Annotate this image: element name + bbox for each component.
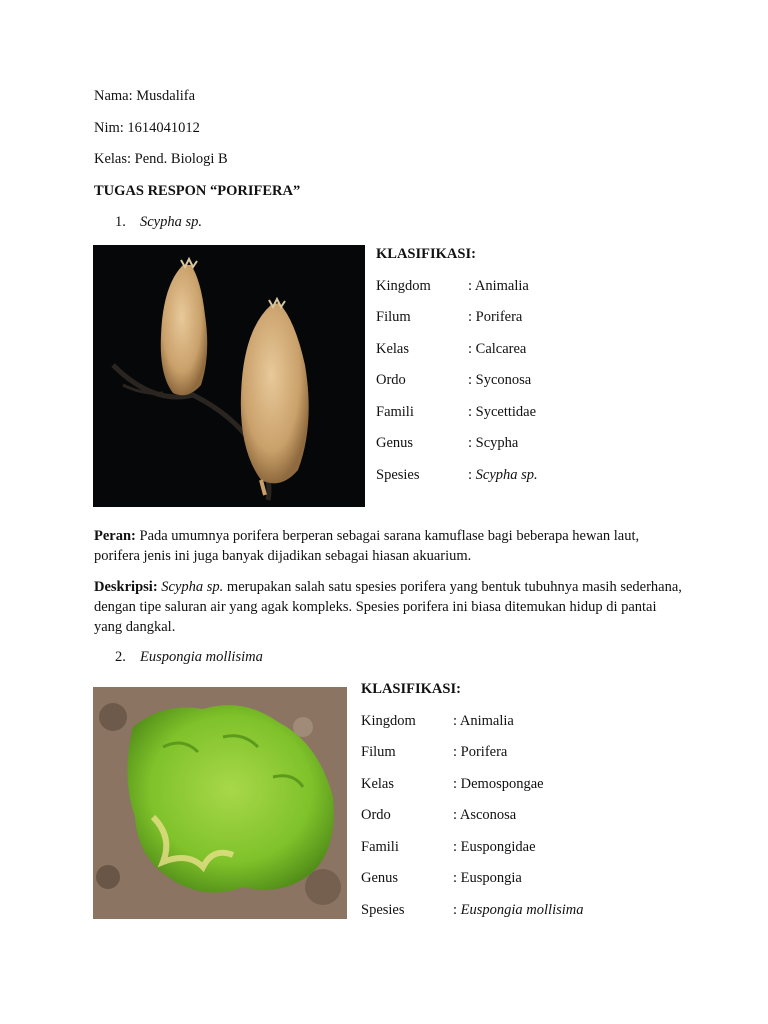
item-1-peran [94, 526, 686, 566]
item-1-species-name: Scypha sp. [140, 214, 203, 230]
row-spesies [376, 466, 538, 484]
student-name: Nama: Musdalifa [94, 88, 196, 104]
row-value: : Porifera [453, 744, 508, 760]
row-filum [376, 308, 523, 326]
row-value: : Demospongae [453, 775, 544, 792]
row-key: Kingdom [376, 277, 431, 294]
row-genus [361, 869, 522, 887]
student-nim: Nim: 1614041012 [94, 120, 200, 136]
item-1-deskripsi [94, 577, 686, 637]
row-genus [376, 434, 519, 452]
item-2-klasifikasi [361, 680, 584, 932]
item-1-klasifikasi [376, 245, 538, 497]
row-value [468, 466, 538, 484]
row-key: Ordo [361, 807, 391, 823]
row-famili [361, 838, 536, 856]
row-value: : Asconosa [453, 807, 517, 823]
row-value: : Porifera [468, 309, 523, 325]
row-ordo [376, 371, 532, 389]
item-2-number: 2. [115, 649, 126, 665]
row-value-prefix: : [453, 901, 461, 918]
scypha-photo [93, 245, 365, 507]
row-value: : Euspongia [453, 870, 522, 886]
row-value: : Euspongidae [453, 838, 536, 855]
row-key: Famili [376, 403, 414, 420]
item-1-number: 1. [115, 214, 126, 230]
row-filum [361, 743, 508, 761]
row-key: Spesies [361, 901, 405, 918]
row-kelas [361, 775, 544, 793]
row-key: Kingdom [361, 712, 416, 729]
row-value-species: Scypha sp. [475, 466, 538, 483]
row-key: Filum [376, 309, 411, 325]
row-key: Kelas [361, 775, 395, 792]
klasifikasi-title: KLASIFIKASI: [376, 246, 476, 262]
row-value: : Animalia [453, 712, 514, 729]
row-value: : Sycettidae [468, 403, 537, 420]
peran-label: Peran: [94, 528, 136, 544]
row-ordo [361, 806, 517, 824]
peran-text: Pada umumnya porifera berperan sebagai sarana kamuflase bagi beberapa hewan laut, porifera jenis ini juga banyak dijadikan sebagai hiasan akuarium. [94, 528, 640, 564]
item-2-species-name: Euspongia mollisima [140, 649, 263, 665]
row-value: : Calcarea [468, 340, 527, 357]
row-value: : Syconosa [468, 372, 532, 388]
row-famili [376, 403, 537, 421]
row-kingdom [376, 277, 529, 295]
row-spesies [361, 901, 584, 919]
student-class: Kelas: Pend. Biologi B [94, 151, 228, 167]
assignment-title: TUGAS RESPON “PORIFERA” [94, 183, 301, 199]
row-key: Spesies [376, 466, 420, 483]
row-kingdom [361, 712, 514, 730]
row-value-prefix: : [468, 466, 476, 483]
deskripsi-text: merupakan salah satu spesies porifera yang bentuk tubuhnya masih sederhana, dengan tipe saluran air yang agak kompleks. Spesies porifera ini biasa ditemukan hidup di pantai yang dangkal. [94, 579, 682, 635]
row-key: Famili [361, 838, 399, 855]
row-key: Ordo [376, 372, 406, 388]
row-value: : Scypha [468, 435, 519, 451]
row-key: Filum [361, 744, 396, 760]
row-value [453, 901, 584, 919]
euspongia-photo [93, 687, 347, 919]
deskripsi-label: Deskripsi: [94, 579, 158, 595]
row-key: Genus [361, 870, 399, 886]
row-key: Kelas [376, 340, 410, 357]
klasifikasi-title: KLASIFIKASI: [361, 681, 461, 697]
deskripsi-species: Scypha sp. [161, 579, 224, 595]
row-key: Genus [376, 435, 414, 451]
row-value-species: Euspongia mollisima [460, 901, 584, 918]
row-value: : Animalia [468, 277, 529, 294]
row-kelas [376, 340, 527, 358]
